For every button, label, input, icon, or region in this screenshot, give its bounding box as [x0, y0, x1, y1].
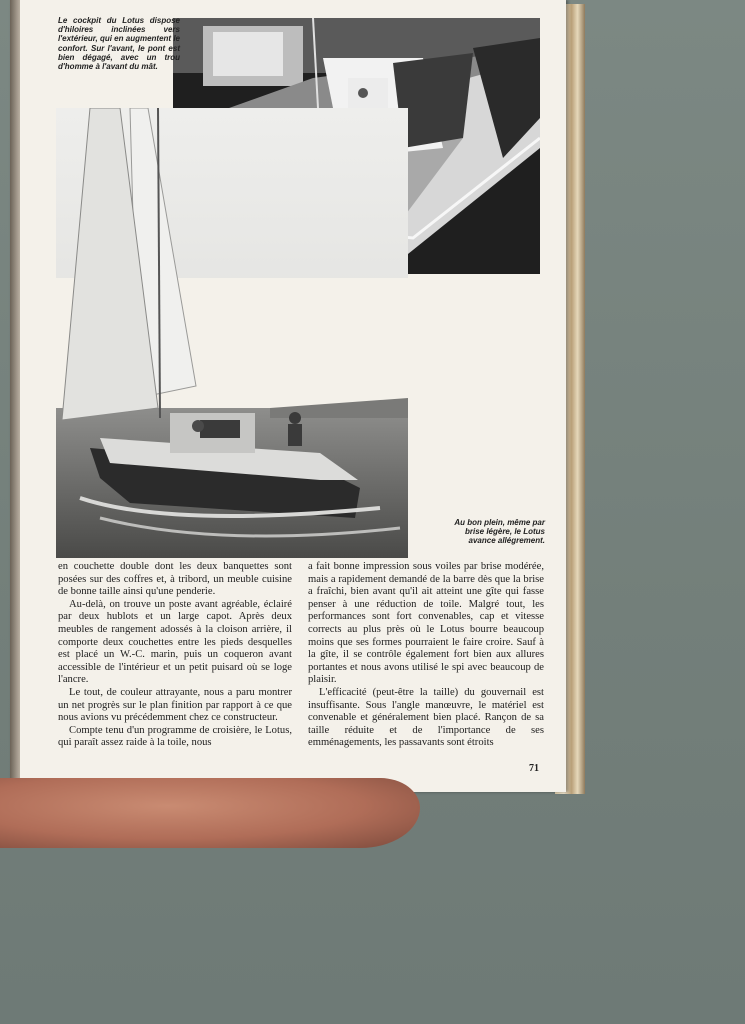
- paragraph: Au-delà, on trouve un poste avant agréable, éclairé par deux hublots et un large capot. Après deux meubles de rangement adossés à la cloison arrière, il comporte deux couchettes entre les pieds desquelles est placé un W.-C. marin, puis un coqueron avant accessible de l'intérieur et un petit puisard où se loge l'ancre.: [58, 598, 292, 686]
- paragraph: L'efficacité (peut-être la taille) du gouvernail est insuffisante. Sous l'angle manœuvre, le matériel est convenable et généralement bien placé. Rançon de sa taille réduite et de l'importance de ses emménagements, les passavants sont étroits: [308, 686, 544, 749]
- magazine-page: [10, 0, 566, 792]
- spine-shadow: [10, 0, 20, 780]
- sailing-photo: [20, 108, 408, 558]
- paragraph: a fait bonne impression sous voiles par brise modérée, mais a rapidement demandé de la barre dès que la brise a fraîchi, bien avant qu'il ait atteint une gîte qui fasse penser à une réduction de toile. Malgré tout, les performances sont fort convenables, cap et vitesse corrects au plus près où le Lotus bourre beaucoup moins que ses formes pourraient le faire croire. Sauf à la gîte, il se contrôle également fort bien aux allures portantes et nous avons utilisé le spi avec beaucoup de plaisir.: [308, 561, 544, 686]
- text-column-right: [308, 561, 544, 750]
- paragraph: en couchette double dont les deux banquettes sont posées sur des coffres et, à tribord, un meuble cuisine de bonne taille ainsi qu'une penderie.: [58, 561, 292, 598]
- sailing-photo-caption: Au bon plein, même par brise légère, le Lotus avance allégrement.: [454, 518, 545, 546]
- text-column-left: [58, 561, 292, 750]
- paragraph: Compte tenu d'un programme de croisière, le Lotus, qui paraît assez raide à la toile, nous: [58, 724, 292, 749]
- hand: [0, 778, 420, 848]
- cockpit-photo-caption: Le cockpit du Lotus dispose d'hiloires inclinées vers l'extérieur, qui en augmentent le confort. Sur l'avant, le pont est bien dégagé, avec un trou d'homme à l'avant du mât.: [58, 16, 180, 72]
- page-number: 71: [529, 763, 539, 774]
- paragraph: Le tout, de couleur attrayante, nous a paru montrer un net progrès sur le plan finition par rapport à ce que nous avions vu précédemment chez ce constructeur.: [58, 686, 292, 724]
